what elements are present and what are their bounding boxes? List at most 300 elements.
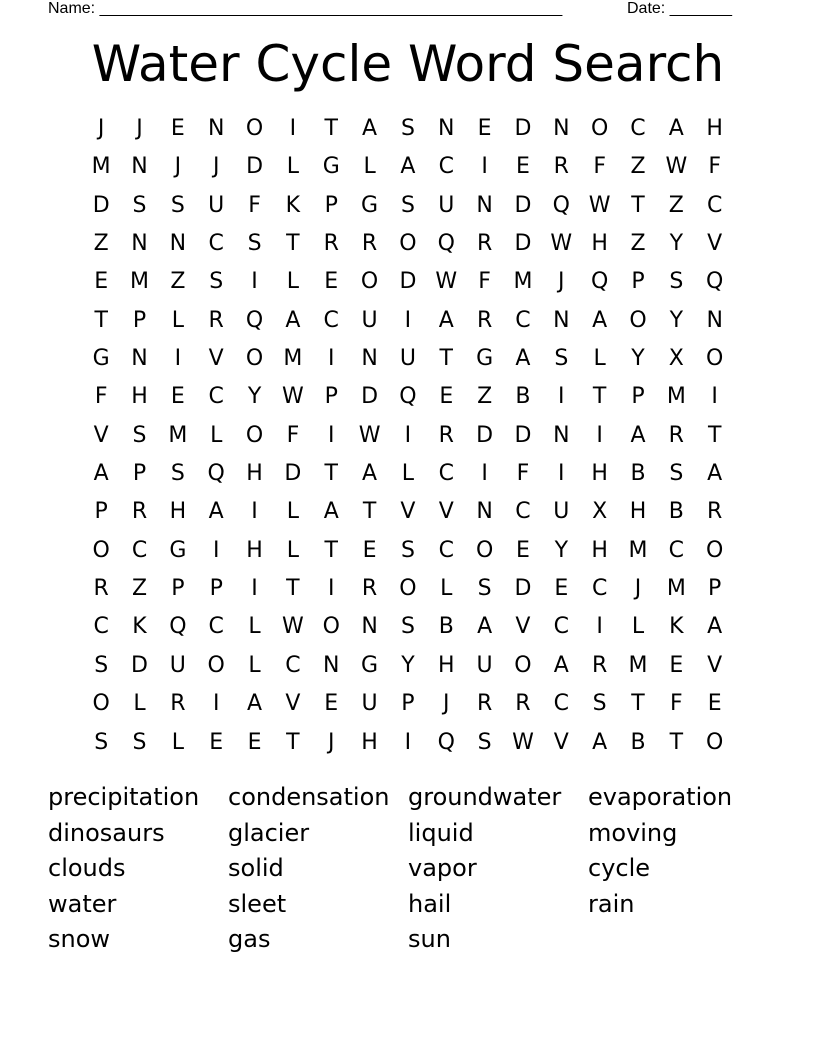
grid-letter: F — [248, 192, 261, 218]
grid-letter: F — [593, 154, 606, 180]
grid-letter: L — [286, 269, 300, 295]
grid-row — [82, 493, 734, 531]
grid-letter: D — [399, 269, 417, 295]
grid-letter: O — [706, 537, 724, 563]
grid-letter: U — [438, 192, 455, 218]
grid-letter: H — [591, 231, 608, 257]
grid-letter: B — [515, 384, 531, 410]
grid-letter: U — [169, 652, 186, 678]
grid-letter: I — [251, 499, 258, 525]
grid-letter: O — [706, 729, 724, 755]
grid-letter: A — [400, 154, 416, 180]
grid-row — [82, 340, 734, 378]
grid-letter: T — [324, 461, 338, 487]
grid-letter: I — [251, 576, 258, 602]
grid-letter: A — [208, 499, 224, 525]
grid-letter: Q — [437, 729, 455, 755]
grid-letter: I — [596, 614, 603, 640]
grid-letter: T — [286, 576, 300, 602]
grid-letter: Q — [437, 231, 455, 257]
grid-letter: P — [324, 192, 338, 218]
grid-letter: L — [171, 307, 184, 333]
grid-letter: A — [515, 346, 531, 372]
grid-letter: S — [669, 461, 684, 487]
grid-letter: C — [438, 154, 454, 180]
grid-letter: A — [93, 461, 109, 487]
grid-letter: P — [401, 691, 415, 717]
grid-letter: R — [476, 691, 493, 717]
grid-letter: R — [591, 652, 608, 678]
grid-letter: L — [593, 346, 606, 372]
grid-letter: M — [666, 576, 686, 602]
grid-letter: I — [327, 346, 335, 372]
grid-letter: R — [476, 231, 493, 257]
grid-letter: T — [631, 192, 645, 218]
word-list-item: liquid — [408, 818, 474, 847]
grid-letter: A — [553, 652, 569, 678]
grid-letter: G — [476, 346, 494, 372]
grid-letter: N — [553, 422, 570, 448]
grid-letter: R — [170, 691, 186, 717]
word-list-item: snow — [48, 925, 111, 954]
word-list-item: moving — [588, 818, 678, 847]
grid-letter: A — [707, 614, 723, 640]
grid-row — [82, 187, 734, 225]
grid-letter: E — [170, 116, 185, 141]
grid-letter: R — [553, 154, 569, 180]
grid-letter: G — [169, 537, 187, 563]
letter-grid — [82, 110, 734, 762]
grid-letter: E — [554, 576, 569, 602]
grid-letter: S — [400, 537, 415, 563]
grid-letter: E — [362, 537, 377, 563]
grid-letter: D — [514, 231, 532, 257]
grid-letter: P — [132, 307, 147, 333]
grid-letter: P — [171, 576, 185, 602]
grid-row — [82, 724, 734, 762]
grid-letter: B — [630, 729, 646, 755]
grid-letter: N — [131, 231, 148, 257]
grid-letter: S — [132, 192, 147, 218]
grid-letter: S — [592, 691, 607, 717]
header — [48, 0, 748, 20]
grid-letter: Q — [169, 614, 187, 640]
grid-letter: Q — [245, 307, 264, 333]
grid-letter: P — [209, 576, 223, 602]
grid-letter: C — [208, 231, 224, 257]
grid-letter: L — [133, 691, 146, 717]
grid-letter: S — [170, 461, 185, 487]
grid-letter: R — [438, 422, 454, 448]
grid-letter: I — [558, 384, 565, 410]
grid-letter: A — [707, 461, 723, 487]
grid-letter: S — [669, 269, 684, 295]
grid-letter: W — [588, 192, 611, 218]
grid-letter: F — [708, 154, 721, 180]
grid-letter: C — [630, 116, 646, 141]
grid-letter: J — [443, 691, 450, 717]
grid-letter: Q — [552, 192, 570, 218]
grid-letter: Y — [669, 231, 684, 257]
grid-letter: E — [247, 729, 262, 755]
word-list-item: water — [48, 889, 117, 918]
grid-letter: A — [668, 116, 684, 141]
grid-letter: C — [515, 499, 531, 525]
grid-letter: F — [670, 691, 683, 717]
grid-row — [82, 148, 734, 186]
grid-letter: A — [592, 729, 608, 755]
grid-letter: I — [212, 691, 220, 717]
grid-letter: S — [477, 576, 492, 602]
grid-letter: V — [553, 729, 569, 755]
grid-letter: D — [131, 652, 148, 678]
grid-letter: U — [208, 192, 225, 218]
grid-letter: Q — [706, 269, 724, 295]
grid-letter: R — [131, 499, 148, 525]
word-list-item: glacier — [228, 818, 310, 847]
grid-letter: G — [92, 346, 110, 372]
grid-letter: C — [208, 384, 224, 410]
grid-letter: V — [438, 499, 454, 525]
grid-letter: L — [248, 652, 261, 678]
word-list-item: cycle — [588, 854, 651, 883]
grid-letter: Z — [131, 576, 148, 602]
grid-letter: L — [440, 576, 453, 602]
grid-letter: Z — [630, 231, 646, 257]
grid-row — [82, 608, 734, 646]
grid-letter: Q — [590, 269, 609, 295]
grid-letter: P — [324, 384, 338, 410]
grid-letter: B — [668, 499, 684, 525]
grid-letter: O — [92, 537, 110, 563]
grid-row — [82, 570, 734, 608]
grid-letter: V — [285, 691, 301, 717]
grid-letter: I — [481, 461, 488, 487]
grid-row — [82, 647, 734, 685]
grid-letter: S — [400, 192, 415, 218]
grid-letter: G — [361, 652, 379, 678]
grid-letter: V — [707, 652, 723, 678]
grid-letter: N — [207, 116, 225, 141]
grid-letter: A — [362, 461, 378, 487]
grid-letter: I — [327, 422, 335, 448]
grid-letter: Z — [630, 154, 646, 180]
word-list-item: condensation — [228, 783, 390, 811]
grid-letter: S — [400, 116, 415, 141]
grid-letter: N — [131, 154, 148, 180]
grid-letter: O — [629, 307, 647, 333]
grid-letter: O — [245, 422, 264, 448]
grid-letter: J — [212, 154, 220, 180]
grid-letter: Z — [668, 192, 684, 218]
grid-letter: N — [361, 614, 378, 640]
grid-letter: S — [170, 192, 185, 218]
grid-letter: I — [481, 154, 488, 180]
grid-letter: P — [94, 499, 108, 525]
grid-letter: F — [516, 461, 530, 487]
grid-letter: R — [93, 576, 109, 602]
grid-letter: J — [634, 576, 642, 602]
grid-letter: J — [136, 116, 143, 141]
grid-letter: Z — [170, 269, 186, 295]
grid-letter: D — [514, 576, 532, 602]
grid-letter: M — [283, 346, 303, 372]
name-field-label: Name: ____________________________________________________ — [48, 0, 563, 17]
word-list-item: gas — [228, 925, 271, 954]
grid-letter: E — [707, 691, 722, 717]
grid-letter: L — [210, 422, 223, 448]
word-list-item: evaporation — [588, 783, 733, 811]
grid-letter: P — [708, 576, 722, 602]
grid-letter: H — [591, 461, 608, 487]
grid-letter: Z — [477, 384, 493, 410]
word-list — [48, 780, 768, 958]
grid-letter: N — [476, 192, 493, 218]
grid-letter: I — [212, 537, 220, 563]
grid-letter: I — [327, 576, 335, 602]
grid-letter: U — [361, 307, 378, 333]
grid-letter: S — [209, 269, 224, 295]
grid-letter: B — [630, 461, 646, 487]
grid-letter: M — [628, 652, 648, 678]
grid-letter: L — [286, 537, 300, 563]
grid-letter: R — [361, 576, 378, 602]
grid-letter: T — [439, 346, 453, 372]
grid-row — [82, 532, 734, 570]
grid-letter: M — [628, 537, 648, 563]
grid-letter: V — [93, 422, 109, 448]
grid-letter: Y — [554, 537, 569, 563]
grid-letter: S — [247, 231, 262, 257]
grid-letter: L — [248, 614, 261, 640]
grid-letter: I — [596, 422, 603, 448]
grid-letter: J — [174, 154, 182, 180]
grid-letter: G — [322, 154, 340, 180]
grid-letter: T — [286, 231, 300, 257]
grid-letter: S — [132, 729, 147, 755]
grid-letter: D — [514, 422, 532, 448]
grid-letter: F — [286, 422, 300, 448]
grid-letter: O — [399, 576, 417, 602]
grid-letter: N — [476, 499, 493, 525]
grid-letter: S — [132, 422, 147, 448]
word-list-item: rain — [588, 889, 635, 918]
grid-letter: L — [286, 154, 300, 180]
grid-letter: W — [282, 614, 304, 640]
grid-letter: Q — [399, 384, 417, 410]
grid-letter: D — [284, 461, 302, 487]
grid-letter: A — [285, 307, 301, 333]
grid-letter: V — [400, 499, 416, 525]
grid-letter: A — [477, 614, 493, 640]
grid-letter: N — [438, 116, 455, 141]
grid-letter: B — [438, 614, 454, 640]
grid-letter: E — [94, 269, 109, 295]
grid-letter: N — [553, 116, 570, 141]
grid-row — [82, 455, 734, 493]
grid-row — [82, 110, 734, 148]
grid-letter: E — [669, 652, 684, 678]
grid-letter: C — [553, 691, 569, 717]
grid-letter: D — [514, 192, 532, 218]
grid-letter: Y — [631, 346, 645, 372]
grid-letter: D — [361, 384, 379, 410]
word-list-item: clouds — [48, 854, 126, 883]
grid-letter: V — [515, 614, 531, 640]
grid-letter: O — [514, 652, 532, 678]
grid-letter: J — [97, 116, 105, 141]
grid-letter: L — [363, 154, 376, 180]
grid-letter: X — [592, 499, 608, 525]
date-field-label: Date: _______ — [627, 0, 732, 17]
grid-letter: R — [668, 422, 684, 448]
word-list-item: sun — [408, 925, 451, 954]
grid-letter: D — [476, 422, 494, 448]
grid-letter: I — [558, 461, 565, 487]
grid-row — [82, 685, 734, 723]
grid-letter: E — [516, 154, 530, 180]
grid-letter: R — [476, 307, 493, 333]
grid-letter: G — [361, 192, 379, 218]
word-list-item: dinosaurs — [48, 818, 165, 847]
grid-letter: T — [286, 729, 300, 755]
grid-letter: K — [669, 614, 684, 640]
grid-letter: F — [478, 269, 491, 295]
grid-letter: H — [169, 499, 187, 525]
grid-letter: N — [323, 652, 340, 678]
grid-letter: L — [631, 614, 645, 640]
grid-letter: C — [285, 652, 301, 678]
grid-letter: A — [247, 691, 263, 717]
grid-letter: A — [438, 307, 454, 333]
grid-letter: H — [629, 499, 647, 525]
grid-letter: O — [207, 652, 225, 678]
grid-letter: R — [361, 231, 378, 257]
grid-letter: R — [323, 231, 339, 257]
grid-letter: O — [360, 269, 379, 295]
grid-letter: H — [131, 384, 148, 410]
grid-letter: L — [286, 499, 300, 525]
grid-letter: M — [666, 384, 686, 410]
grid-letter: O — [706, 346, 724, 372]
grid-letter: O — [245, 346, 264, 372]
grid-row — [82, 302, 734, 340]
grid-letter: Q — [207, 461, 225, 487]
grid-letter: T — [592, 384, 607, 410]
grid-letter: C — [438, 537, 454, 563]
grid-letter: U — [476, 652, 493, 678]
grid-letter: U — [553, 499, 570, 525]
grid-letter: S — [554, 346, 569, 372]
word-list-item: vapor — [408, 854, 477, 883]
grid-letter: J — [558, 269, 565, 295]
grid-letter: D — [514, 116, 532, 141]
grid-letter: O — [322, 614, 340, 640]
grid-letter: T — [631, 691, 645, 717]
grid-letter: O — [245, 116, 264, 141]
grid-letter: C — [208, 614, 224, 640]
grid-row — [82, 225, 734, 263]
grid-letter: F — [94, 384, 108, 410]
grid-letter: K — [285, 192, 301, 218]
grid-letter: Y — [669, 307, 684, 333]
grid-letter: T — [669, 729, 684, 755]
grid-letter: N — [553, 307, 570, 333]
grid-letter: E — [324, 691, 339, 717]
grid-letter: H — [706, 116, 723, 141]
grid-letter: E — [477, 116, 492, 141]
grid-letter: R — [208, 307, 224, 333]
grid-letter: U — [399, 346, 416, 372]
grid-letter: E — [324, 269, 339, 295]
grid-letter: W — [665, 154, 688, 180]
word-list-item: solid — [228, 854, 284, 883]
grid-letter: A — [323, 499, 339, 525]
grid-letter: A — [362, 116, 378, 141]
grid-letter: N — [131, 346, 148, 372]
grid-letter: W — [550, 231, 573, 257]
grid-row — [82, 263, 734, 301]
grid-letter: I — [404, 729, 412, 755]
grid-letter: O — [399, 231, 417, 257]
grid-letter: P — [132, 461, 147, 487]
grid-letter: N — [169, 231, 187, 257]
grid-letter: W — [282, 384, 304, 410]
grid-letter: S — [94, 729, 109, 755]
grid-letter: T — [324, 537, 338, 563]
grid-letter: A — [592, 307, 608, 333]
grid-letter: T — [324, 116, 338, 141]
grid-letter: I — [251, 269, 258, 295]
grid-letter: P — [631, 269, 645, 295]
grid-letter: U — [361, 691, 378, 717]
grid-letter: W — [435, 269, 458, 295]
grid-letter: Z — [93, 231, 109, 257]
grid-letter: M — [513, 269, 533, 295]
grid-letter: W — [358, 422, 381, 448]
grid-letter: C — [591, 576, 608, 602]
grid-row — [82, 378, 734, 416]
grid-letter: S — [477, 729, 492, 755]
grid-letter: C — [706, 192, 723, 218]
grid-letter: C — [131, 537, 148, 563]
grid-letter: E — [209, 729, 224, 755]
grid-letter: T — [362, 499, 377, 525]
grid-letter: I — [711, 384, 718, 410]
grid-letter: S — [94, 652, 109, 678]
page-title: Water Cycle Word Search — [91, 35, 725, 93]
grid-letter: R — [707, 499, 723, 525]
grid-letter: H — [437, 652, 455, 678]
grid-letter: V — [208, 346, 224, 372]
grid-letter: L — [401, 461, 415, 487]
grid-letter: D — [92, 192, 110, 218]
grid-letter: H — [246, 461, 263, 487]
grid-letter: N — [706, 307, 723, 333]
grid-letter: J — [327, 729, 335, 755]
word-list-item: groundwater — [408, 783, 562, 811]
grid-letter: N — [361, 346, 378, 372]
grid-letter: Y — [401, 652, 415, 678]
grid-letter: C — [553, 614, 569, 640]
grid-letter: H — [361, 729, 378, 755]
grid-letter: C — [93, 614, 109, 640]
grid-letter: V — [707, 231, 723, 257]
grid-letter: H — [246, 537, 263, 563]
grid-letter: O — [475, 537, 494, 563]
grid-letter: K — [132, 614, 147, 640]
grid-letter: X — [668, 346, 684, 372]
